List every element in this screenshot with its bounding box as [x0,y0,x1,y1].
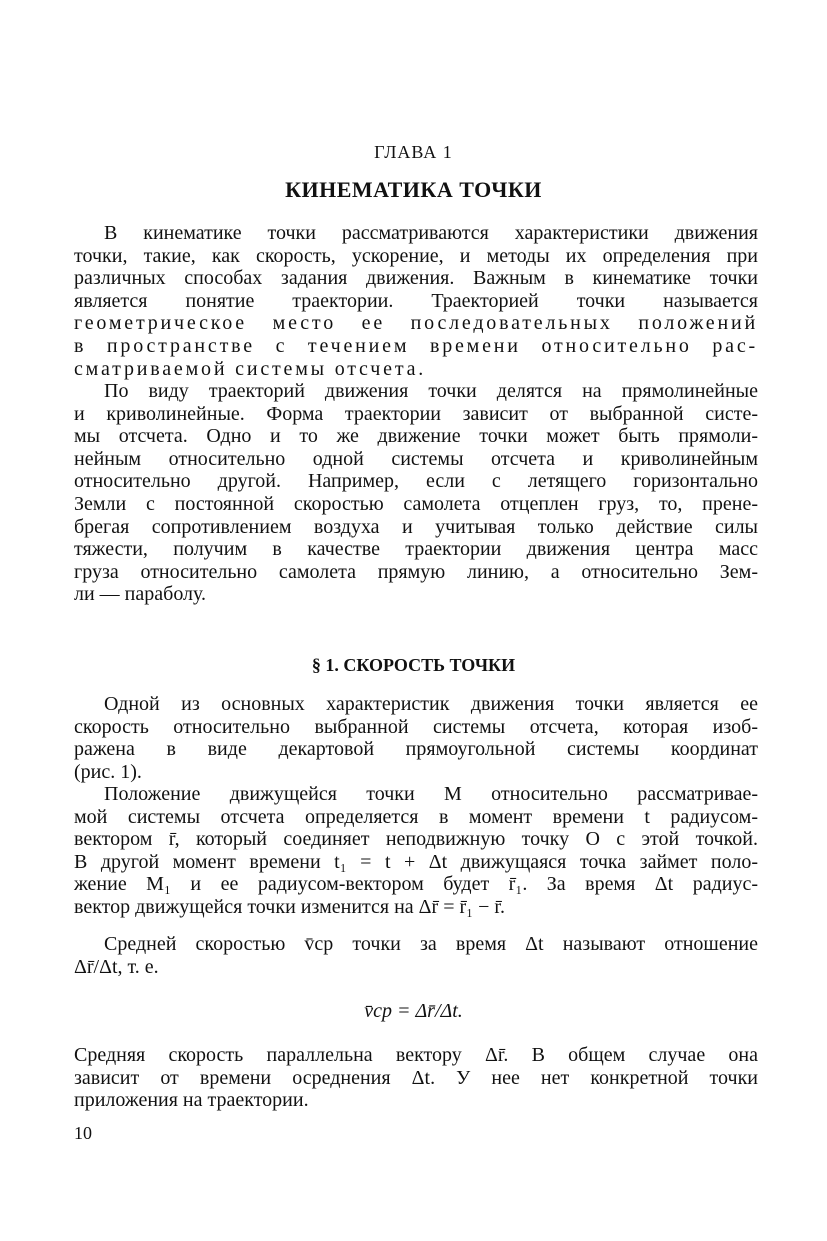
text-line: зависит от времени осреднения Δt. У нее нет конкретной точки [74,1066,758,1089]
text-line: Земли с постоянной скоростью самолета отцеплен груз, то, прене- [74,492,758,515]
intro-paragraph-1 [74,222,758,380]
section-heading: § 1. СКОРОСТЬ ТОЧКИ [311,655,516,675]
text-line: жение M₁ и ее радиусом-вектором будет r̄₁. За время Δt радиус- [74,873,758,896]
text-line: По виду траекторий движения точки делятся на прямолинейные [104,380,758,402]
text-line: нейным относительно одной системы отсчета и криволинейным [74,447,758,470]
text-line: (рис. 1). [74,760,142,783]
text-line: мы отсчета. Одно и то же движение точки может быть прямоли- [74,425,758,448]
chapter-title: КИНЕМАТИКА ТОЧКИ [285,177,542,202]
text-line: В кинематике точки рассматриваются характеристики движения [104,222,758,244]
text-line: сматриваемой системы отсчета. [74,357,427,380]
text-line: различных способах задания движения. Важным в кинематике точки [74,267,758,290]
chapter-label: ГЛАВА 1 [374,142,453,162]
page-number: 10 [74,1123,92,1143]
text-line: Одной из основных характеристик движения точки является ее [104,693,758,715]
text-line: брегая сопротивлением воздуха и учитывая только действие силы [74,515,758,538]
text-line: тяжести, получим в качестве траектории движения центра масс [74,538,758,561]
text-line: Положение движущейся точки M относительно рассматривае- [104,783,758,805]
text-line: мой системы отсчета определяется в момент времени t радиусом- [74,805,758,828]
text-line: ражена в виде декартовой прямоугольной системы координат [74,738,758,761]
text-line: относительно другой. Например, если с летящего горизонтально [74,470,758,493]
text-line: приложения на траектории. [74,1089,309,1112]
text-line: геометрическое место ее последовательных положений [74,312,758,335]
formula-average-velocity: v̄ср = Δr̄/Δt. [364,1000,463,1022]
text-line: В другой момент времени t₁ = t + Δt движущаяся точка займет поло- [74,850,758,873]
section-paragraph-3 [74,933,758,978]
text-line: Δr̄/Δt, т. е. [74,955,159,978]
text-line: вектор движущейся точки изменится на Δr̄ = r̄₁ − r̄. [74,895,505,918]
text-line: и криволинейные. Форма траектории зависит от выбранной систе- [74,402,758,425]
section-paragraph-2 [74,783,758,919]
intro-paragraph-2 [74,380,758,606]
text-line: точки, такие, как скорость, ускорение, и методы их определения при [74,244,758,267]
text-line: вектором r̄, который соединяет неподвижную точку O с этой точкой. [74,828,758,851]
text-line: Средней скоростью v̄ср точки за время Δt называют отношение [104,933,758,955]
text-line: груза относительно самолета прямую линию, а относительно Зем- [74,560,758,583]
section-paragraph-4 [74,1044,758,1112]
text-line: Средняя скорость параллельна вектору Δr̄. В общем случае она [74,1044,758,1066]
text-line: скорость относительно выбранной системы отсчета, которая изоб- [74,715,758,738]
text-line: в пространстве с течением времени относительно рас- [74,334,758,357]
text-line: ли — параболу. [74,583,207,606]
text-line: является понятие траектории. Траекторией точки называется [74,289,758,312]
section-paragraph-1 [74,693,758,783]
